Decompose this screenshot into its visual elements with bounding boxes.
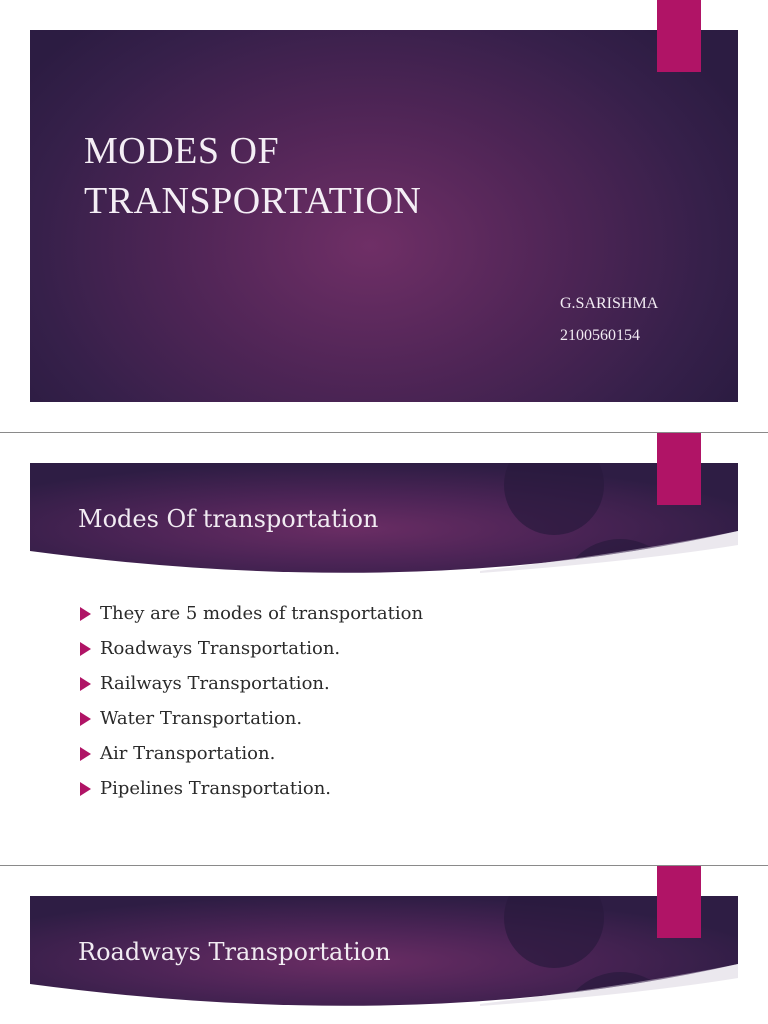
presentation-title: [84, 126, 421, 226]
author-id: 2100560154: [560, 327, 640, 344]
triangle-arrow-icon: [80, 747, 91, 761]
triangle-arrow-icon: [80, 607, 91, 621]
accent-tab: [657, 433, 701, 505]
title-line-1: MODES OF: [84, 130, 280, 172]
content-slide: [0, 866, 768, 1024]
slide-title: Roadways Transportation: [78, 938, 391, 966]
list-item: [78, 599, 423, 634]
author-block: [560, 288, 658, 352]
bullet-text: Railways Transportation.: [100, 673, 330, 694]
author-name: G.SARISHMA: [560, 295, 659, 312]
list-item: [78, 634, 423, 669]
title-slide: [0, 0, 768, 432]
list-item: [78, 774, 423, 809]
triangle-arrow-icon: [80, 677, 91, 691]
accent-tab: [657, 0, 701, 72]
bullet-text: They are 5 modes of transportation: [100, 603, 424, 624]
triangle-arrow-icon: [80, 712, 91, 726]
bullet-text: Pipelines Transportation.: [100, 778, 332, 799]
bullet-text: Air Transportation.: [100, 743, 276, 764]
slide-title: Modes Of transportation: [78, 505, 379, 533]
content-slide: [0, 433, 768, 865]
bullet-list: [78, 599, 423, 809]
triangle-arrow-icon: [80, 642, 91, 656]
list-item: [78, 739, 423, 774]
triangle-arrow-icon: [80, 782, 91, 796]
list-item: [78, 669, 423, 704]
bullet-text: Roadways Transportation.: [100, 638, 341, 659]
title-line-2: TRANSPORTATION: [84, 180, 422, 222]
list-item: [78, 704, 423, 739]
bullet-text: Water Transportation.: [100, 708, 303, 729]
accent-tab: [657, 866, 701, 938]
